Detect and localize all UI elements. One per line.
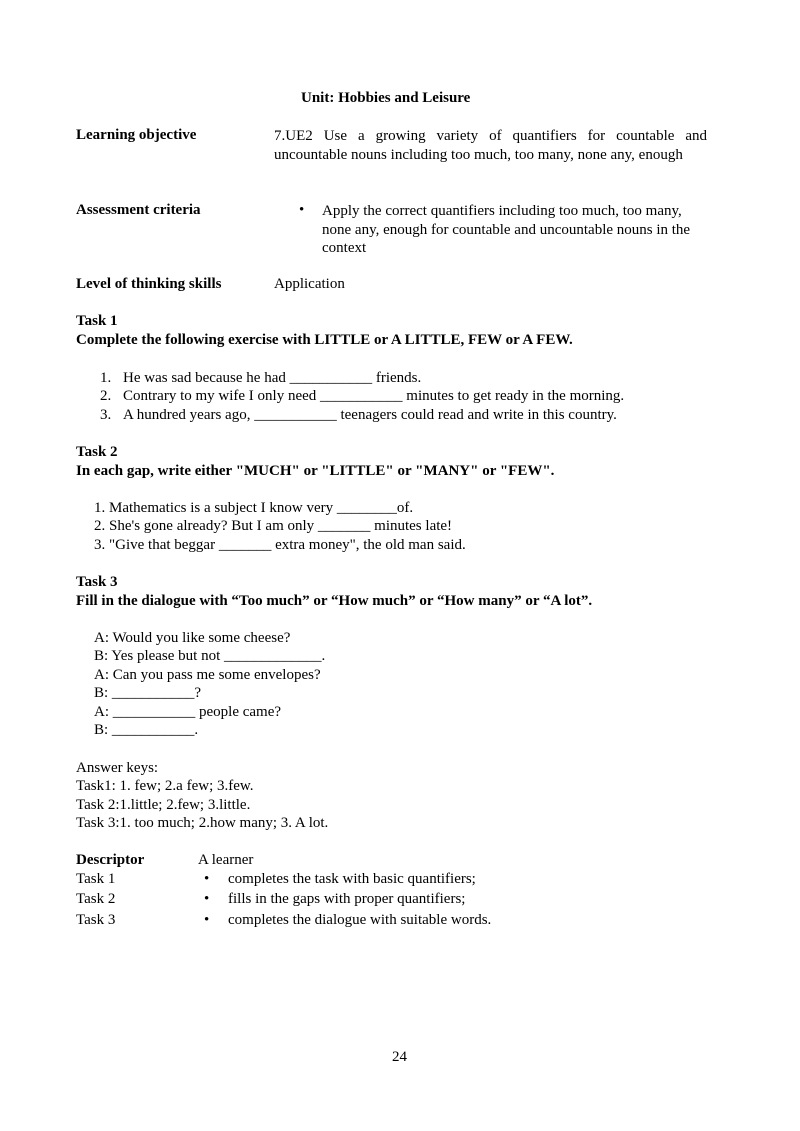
task1-item-num: 2. bbox=[100, 388, 112, 404]
answer-keys-heading: Answer keys: bbox=[76, 760, 159, 776]
assessment-criteria-item: Apply the correct quantifiers including too much, too many, none any, enough for countable and uncountable nouns in the context bbox=[322, 203, 691, 256]
task2-item: 3. "Give that beggar _______ extra money", the old man said. bbox=[94, 537, 466, 553]
thinking-skills-label: Level of thinking skills bbox=[76, 276, 222, 292]
task1-instruction: Complete the following exercise with LITTLE or A LITTLE, FEW or A FEW. bbox=[76, 332, 573, 348]
dialogue-line: A: ___________ people came? bbox=[94, 704, 282, 720]
answer-key-line: Task1: 1. few; 2.a few; 3.few. bbox=[76, 778, 254, 794]
descriptor-task-label: Task 3 bbox=[76, 912, 116, 928]
dialogue-line: B: Yes please but not _____________. bbox=[94, 648, 326, 664]
descriptor-bullet-icon: • bbox=[204, 891, 210, 907]
descriptor-task-label: Task 1 bbox=[76, 871, 116, 887]
dialogue-line: A: Would you like some cheese? bbox=[94, 630, 291, 646]
thinking-skills-value: Application bbox=[274, 276, 345, 292]
descriptor-task-label: Task 2 bbox=[76, 891, 116, 907]
dialogue-line: B: ___________? bbox=[94, 685, 202, 701]
descriptor-bullet-icon: • bbox=[204, 871, 210, 887]
task1-heading: Task 1 bbox=[76, 313, 118, 329]
task2-instruction: In each gap, write either "MUCH" or "LITTLE" or "MANY" or "FEW". bbox=[76, 463, 555, 479]
task3-heading: Task 3 bbox=[76, 574, 118, 590]
task1-item-num: 3. bbox=[100, 407, 112, 423]
dialogue-line: A: Can you pass me some envelopes? bbox=[94, 667, 321, 683]
descriptor-item: fills in the gaps with proper quantifiers; bbox=[228, 891, 466, 907]
dialogue-line: B: ___________. bbox=[94, 722, 199, 738]
task1-item: A hundred years ago, ___________ teenagers could read and write in this country. bbox=[123, 407, 617, 423]
learning-objective-label: Learning objective bbox=[76, 127, 197, 143]
assessment-bullet-icon: • bbox=[299, 202, 305, 218]
task2-heading: Task 2 bbox=[76, 444, 118, 460]
descriptor-item: completes the dialogue with suitable words. bbox=[228, 912, 492, 928]
descriptor-bullet-icon: • bbox=[204, 912, 210, 928]
descriptor-item: completes the task with basic quantifiers; bbox=[228, 871, 476, 887]
answer-key-line: Task 3:1. too much; 2.how many; 3. A lot. bbox=[76, 815, 329, 831]
task1-item: Contrary to my wife I only need ___________ minutes to get ready in the morning. bbox=[123, 388, 625, 404]
descriptor-label: Descriptor bbox=[76, 852, 145, 868]
answer-key-line: Task 2:1.little; 2.few; 3.little. bbox=[76, 797, 251, 813]
page-number: 24 bbox=[392, 1049, 407, 1065]
task1-item: He was sad because he had ___________ friends. bbox=[123, 370, 422, 386]
learning-objective-text: 7.UE2 Use a growing variety of quantifiers for countable and uncountable nouns including too much, too many, none any, enough bbox=[274, 128, 707, 163]
task3-instruction: Fill in the dialogue with “Too much” or “How much” or “How many” or “A lot”. bbox=[76, 593, 593, 609]
page-title: Unit: Hobbies and Leisure bbox=[301, 90, 471, 106]
task2-item: 2. She's gone already? But I am only _______ minutes late! bbox=[94, 518, 453, 534]
assessment-criteria-label: Assessment criteria bbox=[76, 202, 201, 218]
task2-item: 1. Mathematics is a subject I know very ________of. bbox=[94, 500, 414, 516]
task1-item-num: 1. bbox=[100, 370, 112, 386]
descriptor-intro: A learner bbox=[198, 852, 254, 868]
